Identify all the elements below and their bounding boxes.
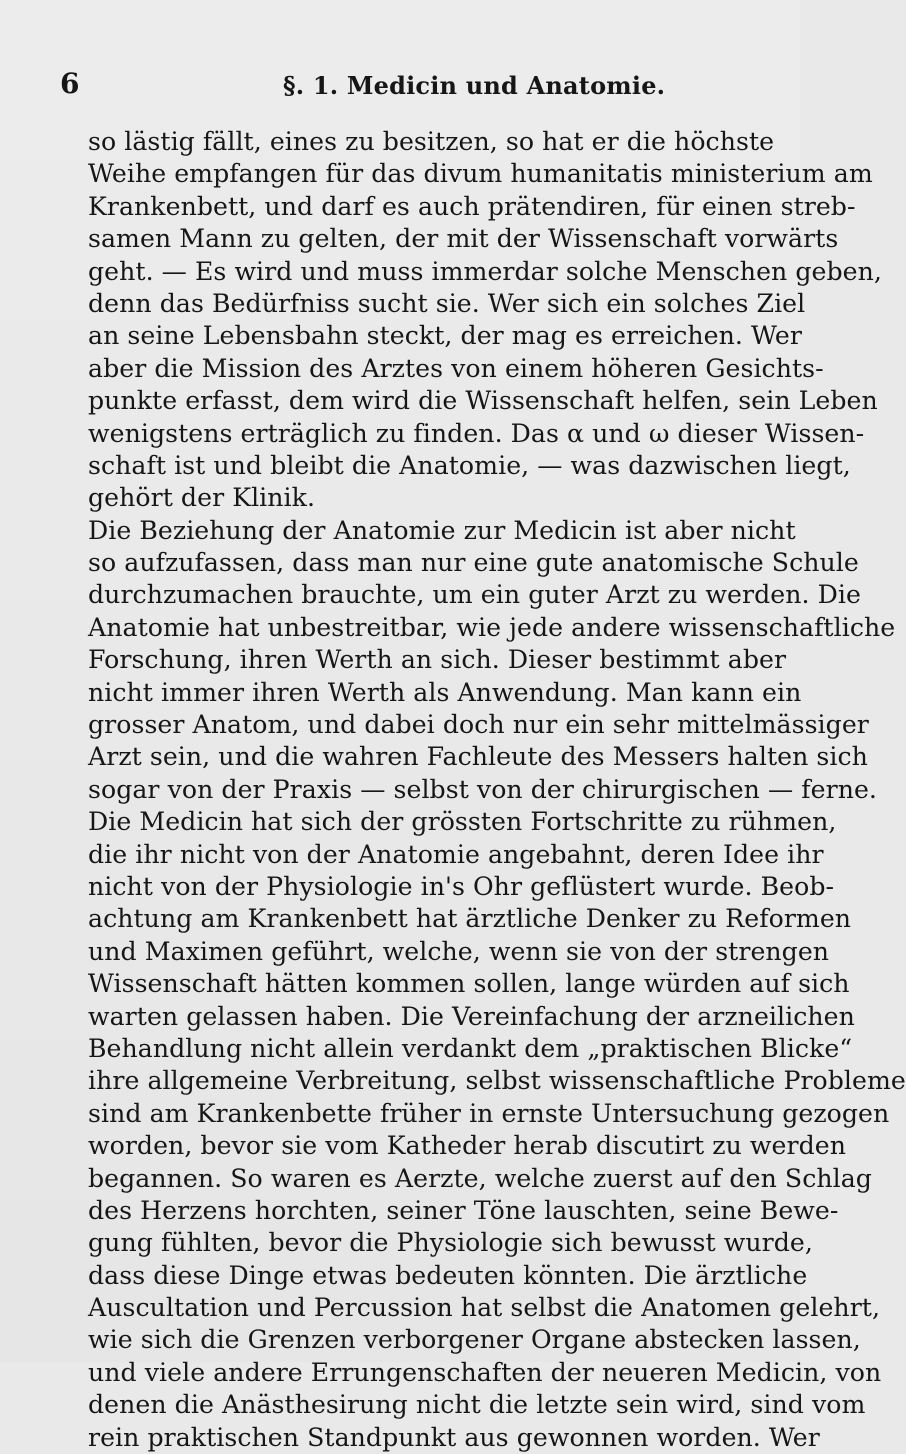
text-line: aber die Mission des Arztes von einem höheren Gesichts- <box>88 353 824 383</box>
text-line: Forschung, ihren Werth an sich. Dieser bestimmt aber <box>88 645 787 675</box>
text-line: so lästig fällt, eines zu besitzen, so hat er die höchste <box>88 127 775 156</box>
text-line: rein praktischen Standpunkt aus gewonnen worden. Wer <box>88 1422 820 1452</box>
text-line: Krankenbett, und darf es auch prätendiren, für einen streb- <box>88 191 856 221</box>
text-line: Anatomie hat unbestreitbar, wie jede andere wissenschaftliche <box>88 612 896 642</box>
text-line: des Herzens horchten, seiner Töne lauschten, seine Bewe- <box>88 1195 839 1225</box>
text-line: worden, bevor sie vom Katheder herab discutirt zu werden <box>88 1131 846 1161</box>
text-line: Weihe empfangen für das divum humanitatis ministerium am <box>88 159 873 189</box>
text-line: wenigstens erträglich zu finden. Das α und ω dieser Wissen- <box>88 418 865 448</box>
paragraph-end-line: gehört der Klinik. <box>88 483 316 513</box>
text-line: Arzt sein, und die wahren Fachleute des Messers halten sich <box>88 742 868 772</box>
text-line: durchzumachen brauchte, um ein guter Arzt zu werden. Die <box>88 580 861 610</box>
text-line: und Maximen geführt, welche, wenn sie von der strengen <box>88 936 830 966</box>
text-line: Behandlung nicht allein verdankt dem „praktischen Blicke“ <box>88 1033 853 1063</box>
text-line: Auscultation und Percussion hat selbst die Anatomen gelehrt, <box>88 1293 881 1323</box>
text-line: warten gelassen haben. Die Vereinfachung der arzneilichen <box>88 1001 855 1031</box>
text-line: so aufzufassen, dass man nur eine gute anatomische Schule <box>88 548 859 578</box>
page-header <box>0 67 800 110</box>
text-line: grosser Anatom, und dabei doch nur ein sehr mittelmässiger <box>88 710 869 740</box>
text-line: denen die Anästhesirung nicht die letzte sein wird, sind vom <box>88 1390 866 1420</box>
text-line: ihre allgemeine Verbreitung, selbst wissenschaftliche Probleme <box>88 1066 906 1096</box>
text-line: samen Mann zu gelten, der mit der Wissenschaft vorwärts <box>88 224 839 254</box>
text-line: wie sich die Grenzen verborgener Organe abstecken lassen, <box>88 1325 861 1355</box>
text-line: punkte erfasst, dem wird die Wissenschaft helfen, sein Leben <box>88 386 878 416</box>
text-line: nicht immer ihren Werth als Anwendung. Man kann ein <box>88 677 802 707</box>
text-line: Die Beziehung der Anatomie zur Medicin ist aber nicht <box>88 515 796 545</box>
text-line: gung fühlten, bevor die Physiologie sich bewusst wurde, <box>88 1228 813 1258</box>
page-number: 6 <box>60 67 80 100</box>
text-line: achtung am Krankenbett hat ärztliche Denker zu Reformen <box>88 904 852 934</box>
text-line: nicht von der Physiologie in's Ohr geflüstert wurde. Beob- <box>88 871 835 901</box>
text-line: Wissenschaft hätten kommen sollen, lange würden auf sich <box>88 969 850 999</box>
text-line: begannen. So waren es Aerzte, welche zuerst auf den Schlag <box>88 1163 872 1193</box>
text-line: denn das Bedürfniss sucht sie. Wer sich ein solches Ziel <box>88 288 806 318</box>
text-line: und viele andere Errungenschaften der neueren Medicin, von <box>88 1357 882 1387</box>
text-line: an seine Lebensbahn steckt, der mag es erreichen. Wer <box>88 321 802 351</box>
text-line: sogar von der Praxis — selbst von der chirurgischen — ferne. <box>88 774 877 804</box>
text-line: die ihr nicht von der Anatomie angebahnt, deren Idee ihr <box>88 839 824 869</box>
body-text <box>88 126 906 1454</box>
text-line: Die Medicin hat sich der grössten Fortschritte zu rühmen, <box>88 807 837 837</box>
running-head: §. 1. Medicin und Anatomie. <box>283 71 666 100</box>
text-line: dass diese Dinge etwas bedeuten könnten. Die ärztliche <box>88 1260 808 1290</box>
text-line: schaft ist und bleibt die Anatomie, — was dazwischen liegt, <box>88 450 851 480</box>
text-line: sind am Krankenbette früher in ernste Untersuchung gezogen <box>88 1098 890 1128</box>
text-line: geht. — Es wird und muss immerdar solche Menschen geben, <box>88 256 882 286</box>
